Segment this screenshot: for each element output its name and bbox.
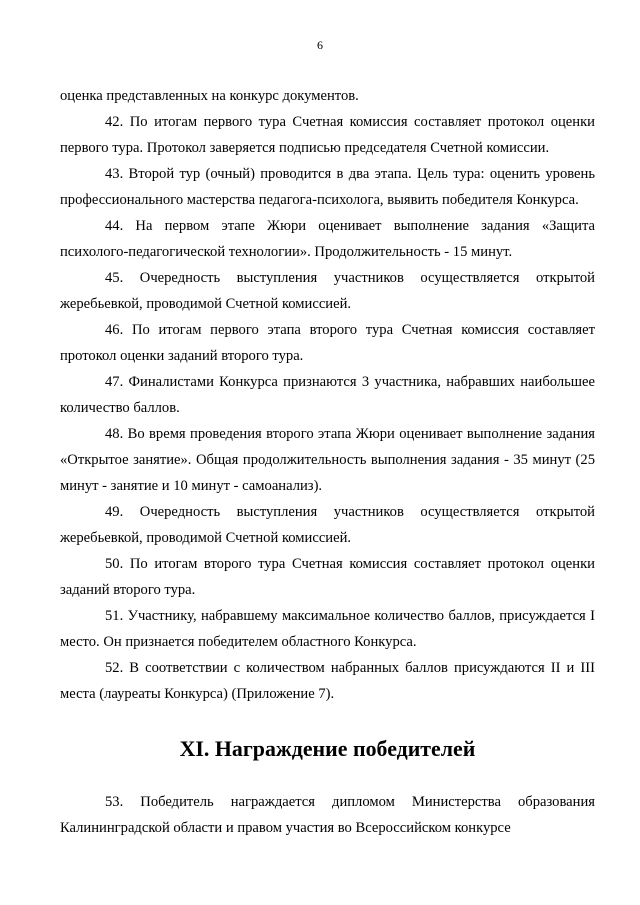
paragraph-48: 48. Во время проведения второго этапа Жюри оценивает выполнение задания «Открытое занятие». Общая продолжительность выполнения задания - 35 минут (25 минут - занятие и 10 минут - самоанализ). [60,426,595,494]
paragraph-51: 51. Участнику, набравшему максимальное количество баллов, присуждается I место. Он признается победителем областного Конкурса. [60,608,595,650]
paragraph-45: 45. Очередность выступления участников осуществляется открытой жеребьевкой, проводимой Счетной комиссией. [60,270,595,312]
paragraph-43: 43. Второй тур (очный) проводится в два этапа. Цель тура: оценить уровень профессионального мастерства педагога-психолога, выявить победителя Конкурса. [60,166,595,208]
document-body [60,83,595,841]
paragraph-42: 42. По итогам первого тура Счетная комиссия составляет протокол оценки первого тура. Протокол заверяется подписью председателя Счетной комиссии. [60,114,595,156]
paragraph-53: 53. Победитель награждается дипломом Министерства образования Калининградской области и правом участия во Всероссийском конкурсе [60,794,595,836]
paragraph-44: 44. На первом этапе Жюри оценивает выполнение задания «Защита психолого-педагогической технологии». Продолжительность - 15 минут. [60,218,595,260]
paragraph-47: 47. Финалистами Конкурса признаются 3 участника, набравших наибольшее количество баллов. [60,374,595,416]
section-title: XI. Награждение победителей [179,736,476,761]
page-number: 6 [317,38,323,52]
paragraph-50: 50. По итогам второго тура Счетная комиссия составляет протокол оценки заданий второго тура. [60,556,595,598]
paragraph-46: 46. По итогам первого этапа второго тура Счетная комиссия составляет протокол оценки заданий второго тура. [60,322,595,364]
paragraph-49: 49. Очередность выступления участников осуществляется открытой жеребьевкой, проводимой Счетной комиссией. [60,504,595,546]
paragraph-continuation: оценка представленных на конкурс документов. [60,88,359,104]
paragraph-52: 52. В соответствии с количеством набранных баллов присуждаются II и III места (лауреаты Конкурса) (Приложение 7). [60,660,595,702]
